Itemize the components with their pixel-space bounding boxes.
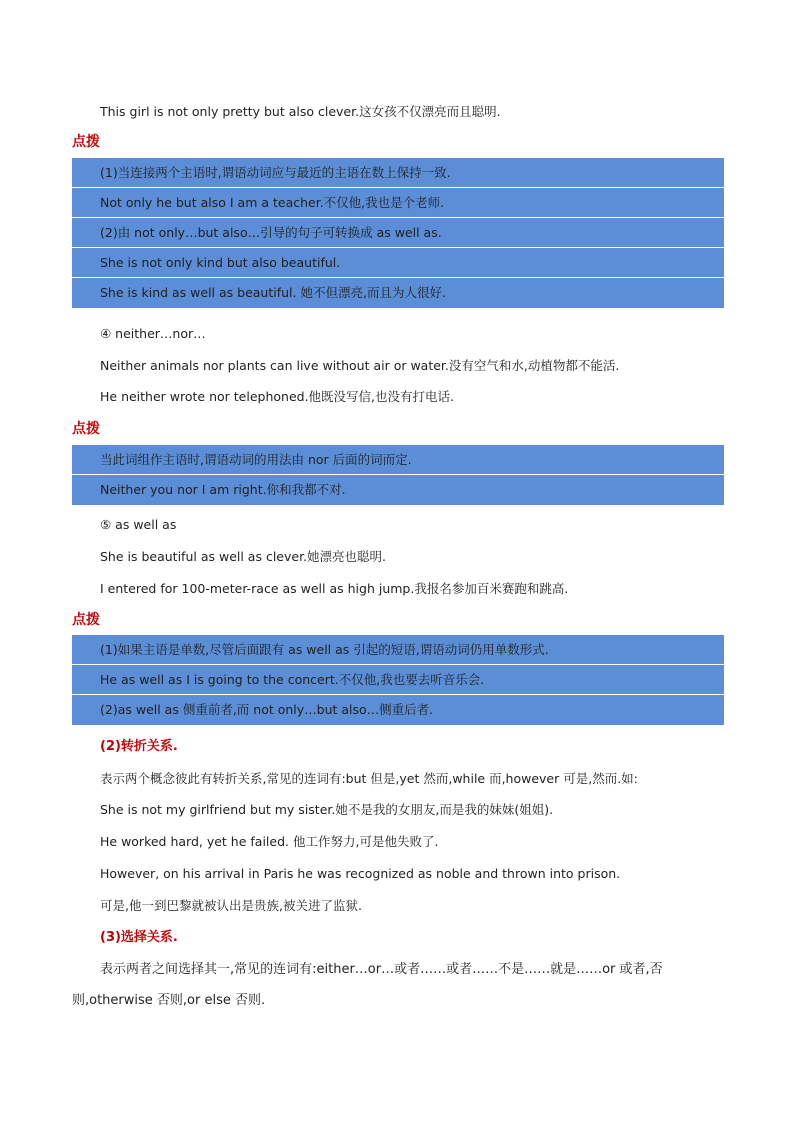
section-intro: 表示两者之间选择其一,常见的连词有:either…or…或者……或者……不是……就是……or 或者,否则,otherwise 否则,or else 否则. <box>72 962 663 1008</box>
tip-row: (1)当连接两个主语时,谓语动词应与最近的主语在数上保持一致. <box>72 158 724 188</box>
tip-box <box>72 158 724 308</box>
section-title: (3)选择关系. <box>100 930 178 945</box>
item-title: ⑤ as well as <box>100 517 177 532</box>
tip-row: She is not only kind but also beautiful. <box>72 248 724 278</box>
example-sentence: He worked hard, yet he failed. 他工作努力,可是他失败了. <box>100 834 439 849</box>
example-sentence: She is not my girlfriend but my sister.她不是我的女朋友,而是我的妹妹(姐姐). <box>100 802 554 817</box>
section-intro: 表示两个概念彼此有转折关系,常见的连词有:but 但是,yet 然而,while 而,however 可是,然而.如: <box>100 771 638 786</box>
example-sentence: I entered for 100-meter-race as well as high jump.我报名参加百米赛跑和跳高. <box>100 581 569 596</box>
example-sentence: She is beautiful as well as clever.她漂亮也聪明. <box>100 549 387 564</box>
tip-row: She is kind as well as beautiful. 她不但漂亮,而且为人很好. <box>72 278 724 308</box>
tip-row: Neither you nor I am right.你和我都不对. <box>72 475 724 505</box>
tip-row: (1)如果主语是单数,尽管后面跟有 as well as 引起的短语,谓语动词仍用单数形式. <box>72 635 724 665</box>
example-sentence: However, on his arrival in Paris he was recognized as noble and thrown into prison. <box>100 866 621 881</box>
section-title: (2)转折关系. <box>100 739 178 754</box>
item-title: ④ neither…nor… <box>100 326 206 341</box>
example-translation: 可是,他一到巴黎就被认出是贵族,被关进了监狱. <box>100 898 362 913</box>
tip-row: (2)由 not only…but also…引导的句子可转换成 as well as. <box>72 218 724 248</box>
tip-heading: 点拨 <box>72 134 100 150</box>
tip-row: Not only he but also I am a teacher.不仅他,我也是个老师. <box>72 188 724 218</box>
tip-heading: 点拨 <box>72 612 100 628</box>
example-sentence: This girl is not only pretty but also clever.这女孩不仅漂亮而且聪明. <box>100 104 501 119</box>
tip-box <box>72 635 724 725</box>
example-sentence: Neither animals nor plants can live without air or water.没有空气和水,动植物都不能活. <box>100 358 620 373</box>
tip-heading: 点拨 <box>72 421 100 437</box>
tip-row: He as well as I is going to the concert.不仅他,我也要去听音乐会. <box>72 665 724 695</box>
tip-row: (2)as well as 侧重前者,而 not only…but also…侧重后者. <box>72 695 724 725</box>
tip-row: 当此词组作主语时,谓语动词的用法由 nor 后面的词而定. <box>72 445 724 475</box>
tip-box <box>72 445 724 505</box>
example-sentence: He neither wrote nor telephoned.他既没写信,也没有打电话. <box>100 389 454 404</box>
